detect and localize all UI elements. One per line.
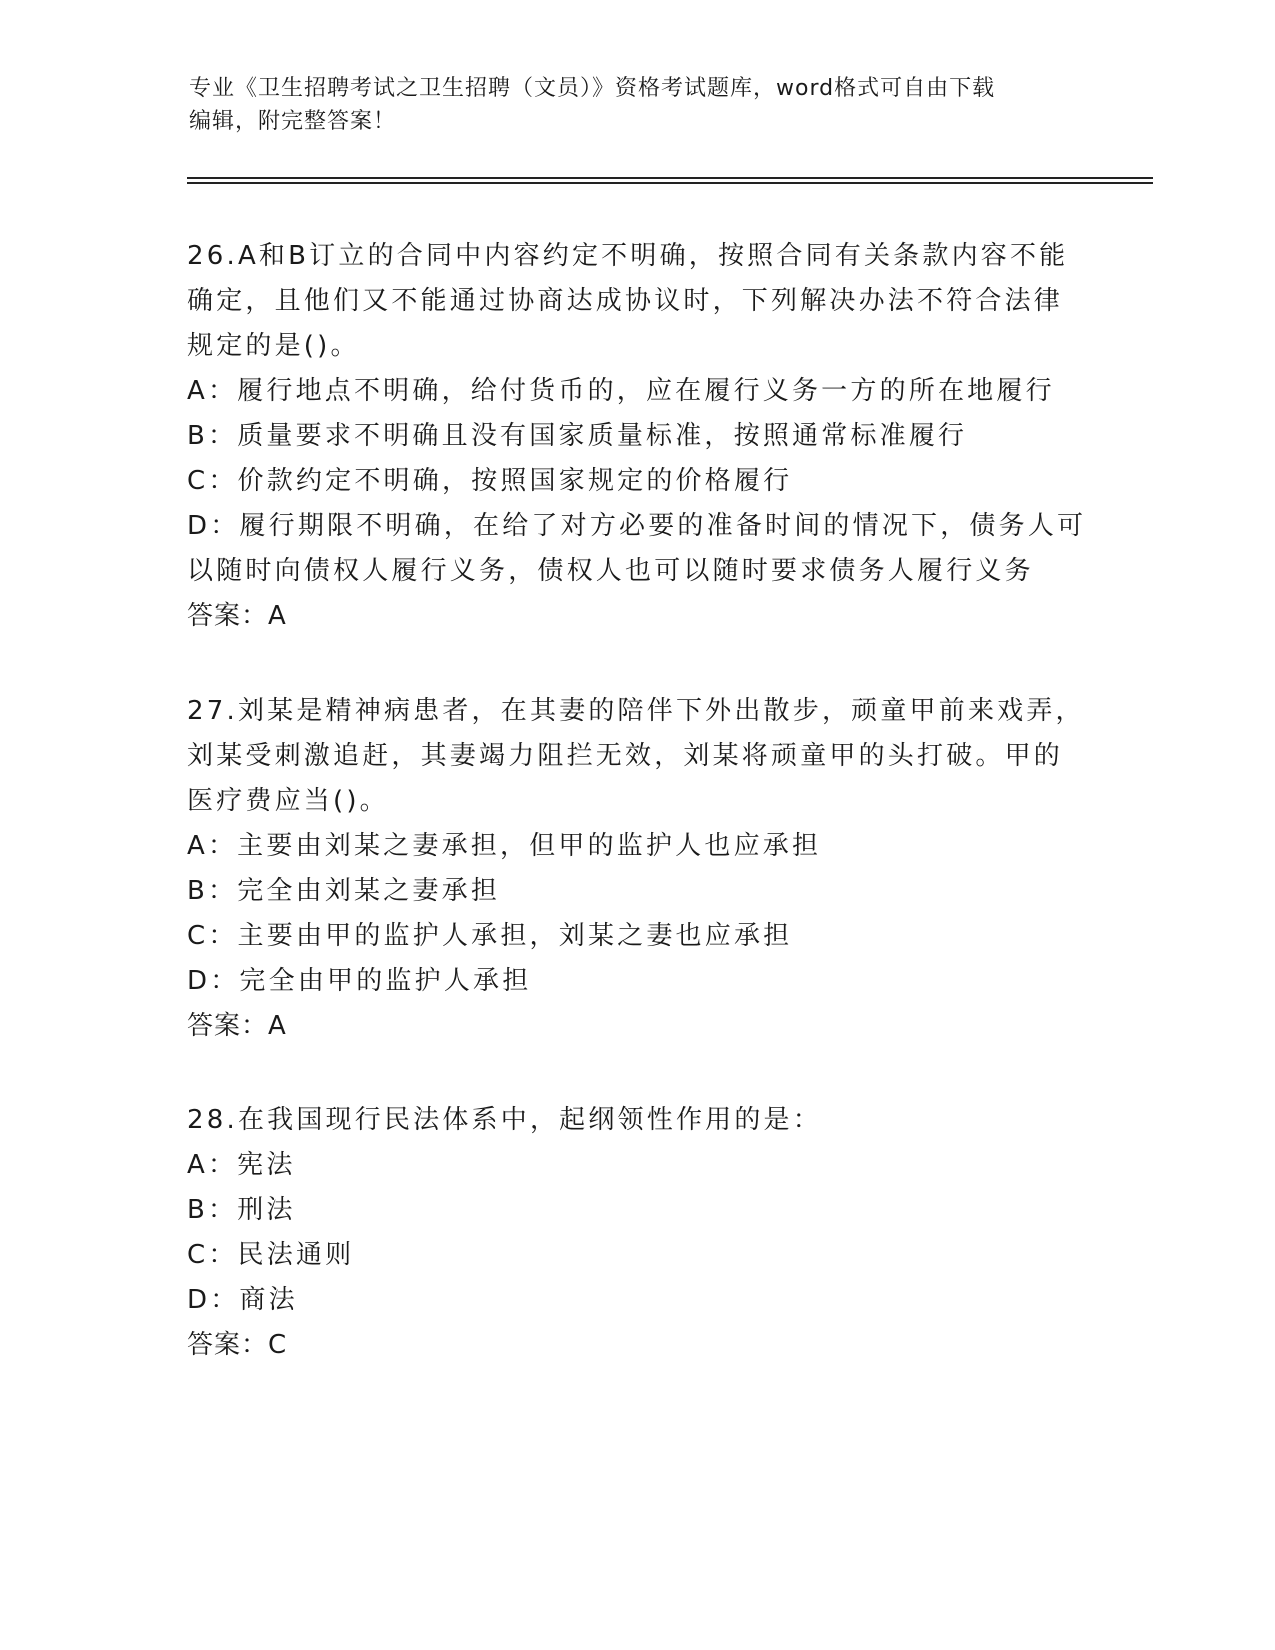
option-d: D：商法 bbox=[187, 1285, 298, 1315]
option-c: C：价款约定不明确，按照国家规定的价格履行 bbox=[187, 466, 793, 496]
question-28 bbox=[187, 1098, 1087, 1368]
header-divider-top bbox=[187, 177, 1153, 179]
question-text: 27.刘某是精神病患者，在其妻的陪伴下外出散步，顽童甲前来戏弄，刘某受刺激追赶，其妻竭力阻拦无效，刘某将顽童甲的头打破。甲的医疗费应当()。 bbox=[187, 696, 1085, 816]
answer: 答案：A bbox=[187, 601, 287, 631]
option-b: B：完全由刘某之妻承担 bbox=[187, 876, 501, 906]
option-a: A：主要由刘某之妻承担，但甲的监护人也应承担 bbox=[187, 831, 822, 861]
option-c: C：主要由甲的监护人承担，刘某之妻也应承担 bbox=[187, 921, 793, 951]
answer: 答案：A bbox=[187, 1011, 287, 1041]
option-b: B：质量要求不明确且没有国家质量标准，按照通常标准履行 bbox=[187, 421, 968, 451]
option-a: A：宪法 bbox=[187, 1150, 296, 1180]
question-26 bbox=[187, 234, 1087, 639]
option-d: D：履行期限不明确，在给了对方必要的准备时间的情况下，债务人可以随时向债权人履行义务，债权人也可以随时要求债务人履行义务 bbox=[187, 511, 1087, 586]
answer: 答案：C bbox=[187, 1330, 288, 1360]
question-text: 28.在我国现行民法体系中，起纲领性作用的是： bbox=[187, 1105, 822, 1135]
question-text: 26.A和B订立的合同中内容约定不明确，按照合同有关条款内容不能确定，且他们又不能通过协商达成协议时，下列解决办法不符合法律规定的是()。 bbox=[187, 241, 1069, 361]
header-line-2: 编辑，附完整答案！ bbox=[189, 109, 397, 134]
option-a: A：履行地点不明确，给付货币的，应在履行义务一方的所在地履行 bbox=[187, 376, 1055, 406]
header-divider-bottom bbox=[187, 182, 1153, 184]
header-line-1: 专业《卫生招聘考试之卫生招聘（文员）》资格考试题库，word格式可自由下载 bbox=[189, 76, 996, 101]
option-c: C：民法通则 bbox=[187, 1240, 355, 1270]
option-b: B：刑法 bbox=[187, 1195, 296, 1225]
question-27 bbox=[187, 689, 1087, 1049]
document-header bbox=[189, 72, 1089, 138]
option-d: D：完全由甲的监护人承担 bbox=[187, 966, 532, 996]
